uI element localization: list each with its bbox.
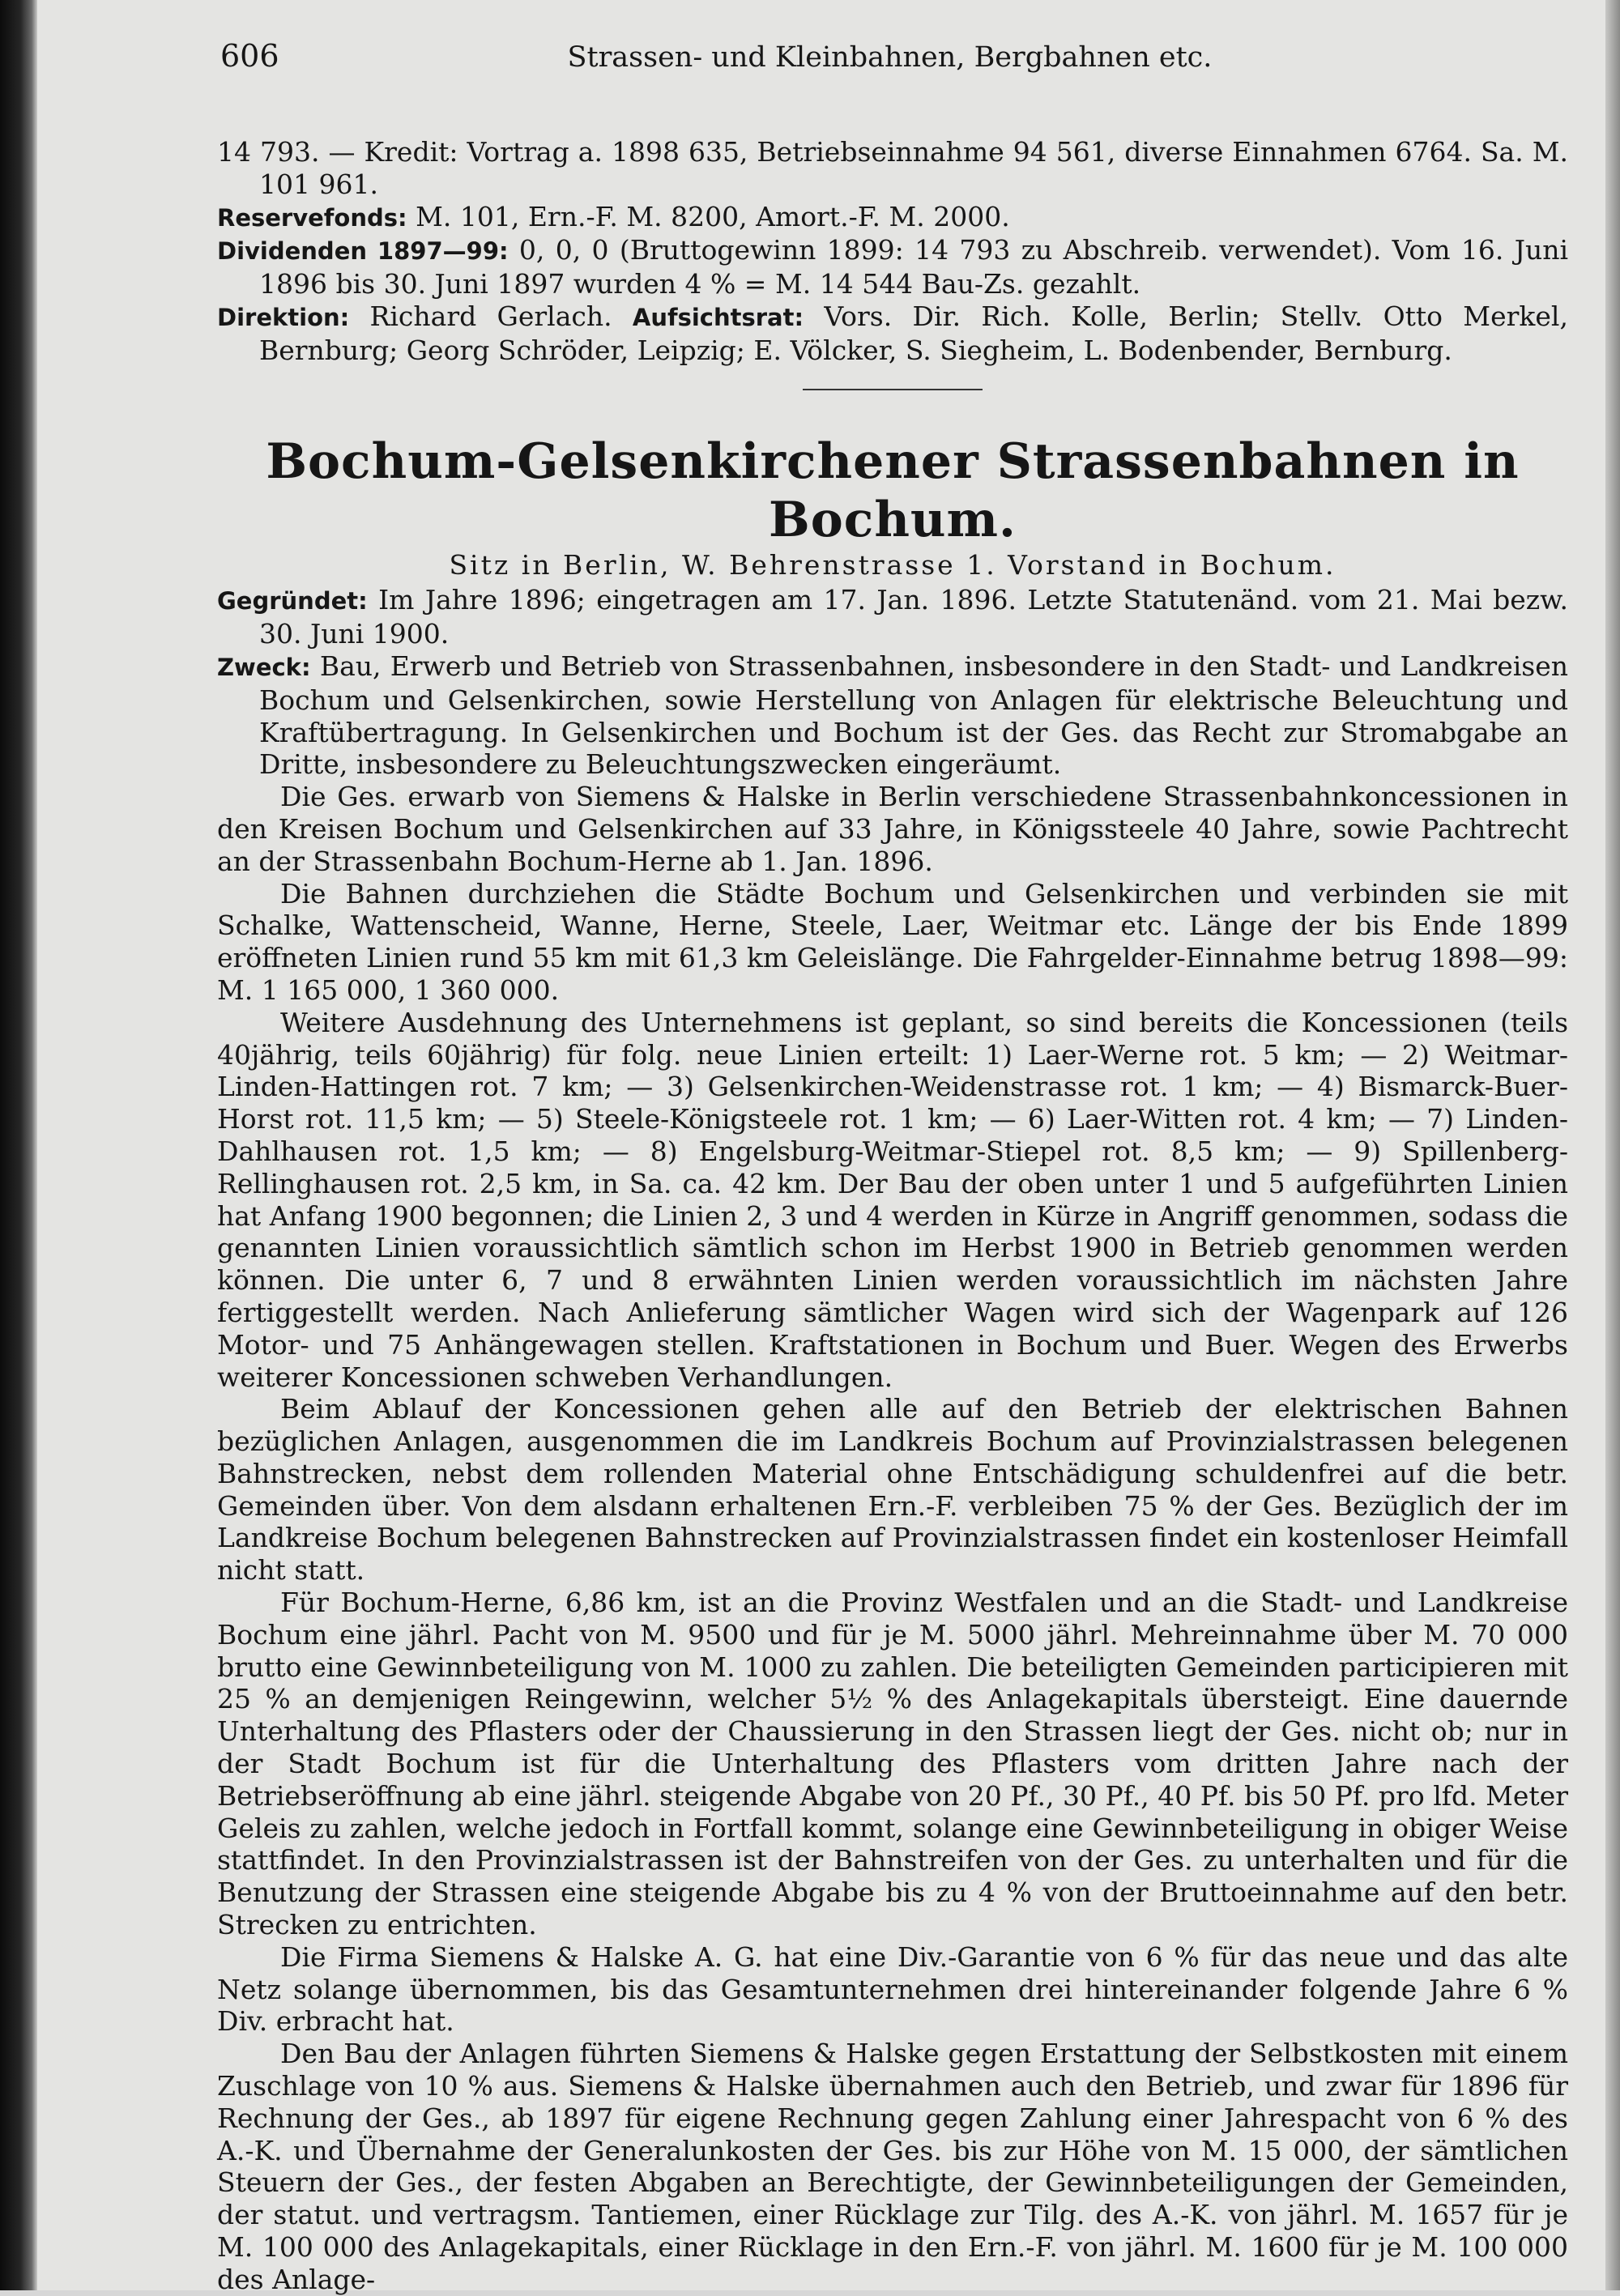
- page-edge: [1605, 0, 1620, 2290]
- dividenden-label: Dividenden 1897—99:: [217, 237, 509, 266]
- zweck-label: Zweck:: [217, 653, 311, 681]
- kredit-paragraph: 14 793. — Kredit: Vortrag a. 1898 635, Betriebseinnahme 94 561, diverse Einnahmen 6764. Sa. M. 101 961.: [217, 136, 1568, 200]
- section-divider: [803, 389, 983, 390]
- book-spine-shadow: [0, 0, 37, 2290]
- zweck-text: Bau, Erwerb und Betrieb von Strassenbahnen, insbesondere in den Stadt- und Landkreisen Bochum und Gelsenkirchen, sowie Herstellung von Anlagen für elektrische Beleuchtung und Kraftübertragung. In Gelsenkirchen und Bochum ist der Ges. das Recht zur Stromabgabe an Dritte, insbesondere zu Beleuchtungszwecken eingeräumt.: [259, 650, 1568, 781]
- direktion-text: Richard Gerlach.: [369, 300, 612, 332]
- gegruendet-label: Gegründet:: [217, 587, 368, 616]
- direktion-paragraph: [217, 300, 1568, 367]
- reservefonds-paragraph: [217, 201, 1568, 235]
- dividenden-text: 0, 0, 0 (Bruttogewinn 1899: 14 793 zu Abschreib. verwendet). Vom 16. Juni 1896 bis 30. Juni 1897 wurden 4 % = M. 14 544 Bau-Zs. gezahlt.: [259, 234, 1569, 300]
- paragraph-ausdehnung: Weitere Ausdehnung des Unternehmens ist geplant, so sind bereits die Koncessionen (teils 40jährig, teils 60jährig) für folg. neue Linien erteilt: 1) Laer-Werne rot. 5 km; — 2) Weitmar-Linden-Hattingen rot. 7 km; — 3) Gelsenkirchen-Weidenstrasse rot. 1 km; — 4) Bismarck-Buer-Horst rot. 11,5 km; — 5) Steele-Königsteele rot. 1 km; — 6) Laer-Witten rot. 4 km; — 7) Linden-Dahlhausen rot. 1,5 km; — 8) Engelsburg-Weitmar-Stiepel rot. 8,5 km; — 9) Spillenberg-Rellinghausen rot. 2,5 km, in Sa. ca. 42 km. Der Bau der oben unter 1 und 5 aufgeführten Linien hat Anfang 1900 begonnen; die Linien 2, 3 und 4 werden in Kürze in Angriff genommen, sodass die genannten Linien voraussichtlich sämtlich schon im Herbst 1900 in Betrieb genommen werden können. Die unter 6, 7 und 8 erwähnten Linien werden voraussichtlich im nächsten Jahre fertiggestellt werden. Nach Anlieferung sämtlicher Wagen wird sich der Wagenpark auf 126 Motor- und 75 Anhängewagen stellen. Kraftstationen in Bochum und Buer. Wegen des Erwerbs weiterer Koncessionen schweben Verhandlungen.: [217, 1006, 1568, 1393]
- zweck-paragraph: [217, 650, 1568, 781]
- aufsichtsrat-text: Vors. Dir. Rich. Kolle, Berlin; Stellv. Otto Merkel, Bernburg; Georg Schröder, Leipzig; E. Völcker, S. Siegheim, L. Bodenbender, Bernburg.: [259, 300, 1568, 366]
- paragraph-bahnen-strecken: Die Bahnen durchziehen die Städte Bochum und Gelsenkirchen und verbinden sie mit Schalke, Wattenscheid, Wanne, Herne, Steele, Laer, Weitmar etc. Länge der bis Ende 1899 eröffneten Linien rund 55 km mit 61,3 km Geleislänge. Die Fahrgelder-Einnahme betrug 1898—99: M. 1 165 000, 1 360 000.: [217, 877, 1568, 1006]
- reservefonds-label: Reservefonds:: [217, 203, 407, 232]
- reservefonds-text: M. 101, Ern.-F. M. 8200, Amort.-F. M. 2000.: [416, 200, 1010, 232]
- gegruendet-paragraph: [217, 584, 1568, 650]
- paragraph-div-garantie: Die Firma Siemens & Halske A. G. hat eine Div.-Garantie von 6 % für das neue und das alte Netz solange übernommen, bis das Gesamtunternehmen drei hintereinander folgende Jahre 6 % Div. erbracht hat.: [217, 1940, 1568, 2038]
- paragraph-koncessionen-erwerb: Die Ges. erwarb von Siemens & Halske in Berlin verschiedene Strassenbahnkoncessionen in den Kreisen Bochum und Gelsenkirchen auf 33 Jahre, in Königssteele 40 Jahre, sowie Pachtrecht an der Strassenbahn Bochum-Herne ab 1. Jan. 1896.: [217, 781, 1568, 877]
- gegruendet-text: Im Jahre 1896; eingetragen am 17. Jan. 1896. Letzte Statutenänd. vom 21. Mai bezw. 30. Juni 1900.: [259, 584, 1568, 650]
- paragraph-bochum-herne: Für Bochum-Herne, 6,86 km, ist an die Provinz Westfalen und an die Stadt- und Landkreise Bochum eine jährl. Pacht von M. 9500 und für je M. 5000 jährl. Mehreinnahme über M. 70 000 brutto eine Gewinnbeteiligung von M. 1000 zu zahlen. Die beteiligten Gemeinden participieren mit 25 % an demjenigen Reingewinn, welcher 5½ % des Anlagekapitals übersteigt. Eine dauernde Unterhaltung des Pflasters oder der Chaussierung in den Strassen liegt der Ges. nicht ob; nur in der Stadt Bochum ist für die Unterhaltung des Pflasters vom dritten Jahre nach der Betriebseröffnung ab eine jährl. steigende Abgabe von 20 Pf., 30 Pf., 40 Pf. bis 50 Pf. pro lfd. Meter Geleis zu zahlen, welche jedoch in Fortfall kommt, solange eine Gewinnbeteiligung in obiger Weise stattfindet. In den Provinzialstrassen ist der Bahnstreifen von der Ges. zu unterhalten und für die Benutzung der Strassen eine steigende Abgabe bis zu 4 % von der Bruttoeinnahme auf den betr. Strecken zu entrichten.: [217, 1587, 1568, 1941]
- paragraph-bau-betrieb: Den Bau der Anlagen führten Siemens & Halske gegen Erstattung der Selbstkosten mit einem Zuschlage von 10 % aus. Siemens & Halske übernahmen auch den Betrieb, und zwar für 1896 für Rechnung der Ges., ab 1897 für eigene Rechnung gegen Zahlung einer Jahrespacht von 6 % des A.-K. und Übernahme der Generalunkosten der Ges. bis zur Höhe von M. 15 000, der sämtlichen Steuern der Ges., der festen Abgaben an Berechtigte, der Gewinnbeteiligungen der Gemeinden, der statut. und vertragsm. Tantiemen, einer Rücklage zur Tilg. des A.-K. von jährl. M. 1657 für je M. 100 000 des Anlagekapitals, einer Rücklage in den Ern.-F. von jährl. M. 1600 für je M. 100 000 des Anlage-: [217, 2038, 1568, 2295]
- paragraph-koncessions-ablauf: Beim Ablauf der Koncessionen gehen alle auf den Betrieb der elektrischen Bahnen bezüglichen Anlagen, ausgenommen die im Landkreis Bochum auf Provinzialstrassen belegenen Bahnstrecken, nebst dem rollenden Material ohne Entschädigung schuldenfrei auf die betr. Gemeinden über. Von dem alsdann erhaltenen Ern.-F. verbleiben 75 % der Ges. Bezüglich der im Landkreise Bochum belegenen Bahnstrecken auf Provinzialstrassen findet ein kostenloser Heimfall nicht statt.: [217, 1393, 1568, 1587]
- page-content: [217, 40, 1568, 2296]
- company-subtitle: Sitz in Berlin, W. Behrenstrasse 1. Vorstand in Bochum.: [449, 548, 1336, 581]
- dividenden-paragraph: [217, 234, 1568, 300]
- page-header: [222, 40, 1568, 89]
- aufsichtsrat-label: Aufsichtsrat:: [632, 303, 804, 331]
- running-title: Strassen- und Kleinbahnen, Bergbahnen etc.: [567, 41, 1213, 74]
- company-title: Bochum-Gelsenkirchener Strassenbahnen in Bochum.: [266, 432, 1520, 548]
- page-number: 606: [220, 38, 279, 74]
- direktion-label: Direktion:: [217, 303, 350, 331]
